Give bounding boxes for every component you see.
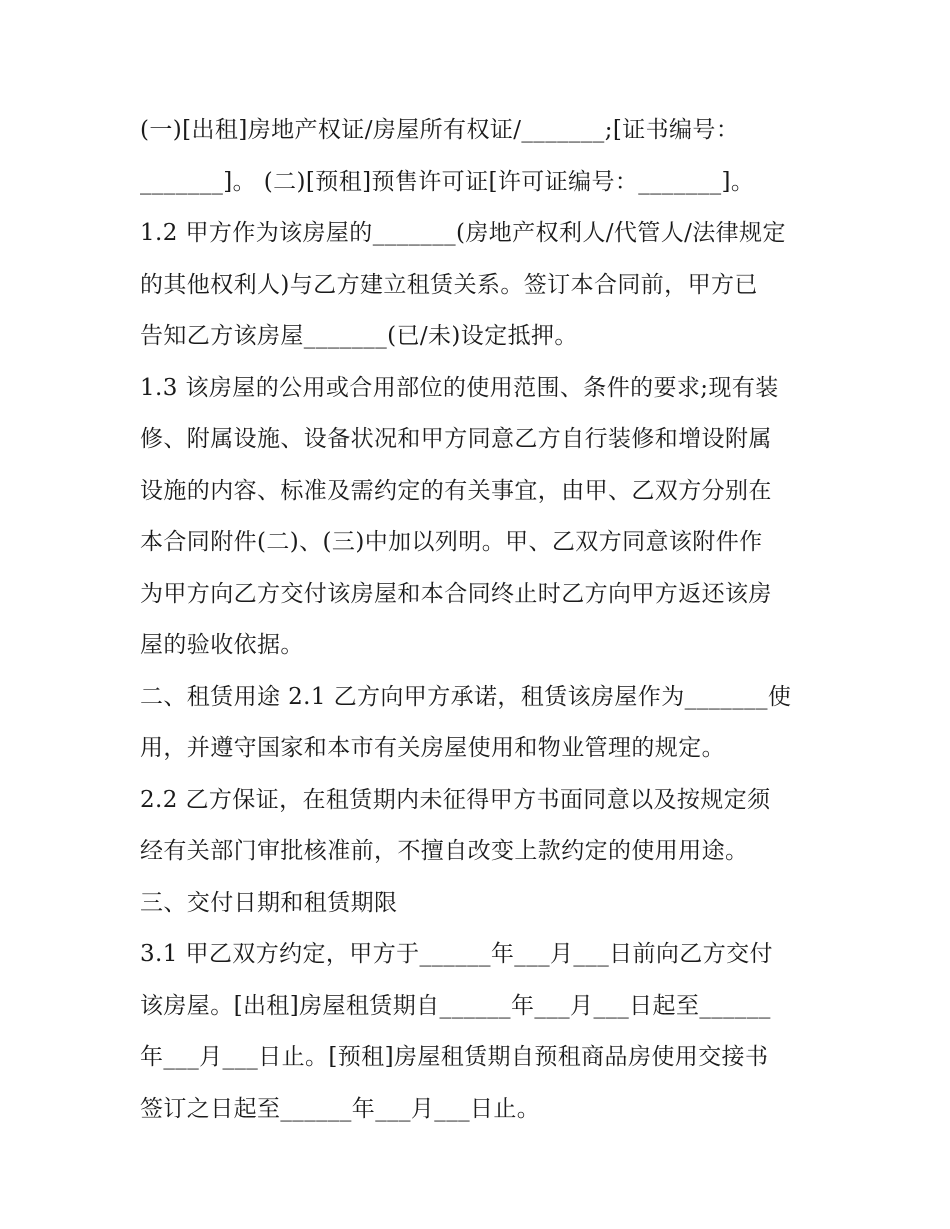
text-line-1: (一)[出租]房地产权证/房屋所有权证/_______;[证书编号： — [140, 117, 740, 143]
text-line-3: 1.2 甲方作为该房屋的_______(房地产权利人/代管人/法律规定 — [140, 220, 786, 246]
text-line-2: _______]。 (二)[预租]预售许可证[许可证编号：_______]。 — [140, 168, 755, 195]
text-line-10: 为甲方向乙方交付该房屋和本合同终止时乙方向甲方返还该房 — [140, 580, 772, 607]
text-line-13: 用，并遵守国家和本市有关房屋使用和物业管理的规定。 — [140, 735, 725, 761]
text-line-19: 年___月___日止。[预租]房屋租赁期自预租商品房使用交接书 — [140, 1044, 769, 1070]
text-line-5: 告知乙方该房屋_______(已/未)设定抵押。 — [140, 323, 578, 349]
text-line-14: 2.2 乙方保证，在租赁期内未征得甲方书面同意以及按规定须 — [140, 786, 771, 813]
document-body — [140, 105, 820, 1135]
text-line-6: 1.3 该房屋的公用或合用部位的使用范围、条件的要求;现有装 — [140, 374, 779, 401]
text-line-16: 三、交付日期和租赁期限 — [140, 889, 398, 916]
text-line-12: 二、租赁用途 2.1 乙方向甲方承诺，租赁该房屋作为_______使 — [140, 683, 792, 710]
text-line-15: 经有关部门审批核准前，不擅自改变上款约定的使用用途。 — [140, 838, 749, 864]
text-line-9: 本合同附件(二)、(三)中加以列明。甲、乙双方同意该附件作 — [140, 529, 763, 555]
text-line-7: 修、附属设施、设备状况和甲方同意乙方自行装修和增设附属 — [140, 426, 772, 452]
text-line-17: 3.1 甲乙双方约定，甲方于______年___月___日前向乙方交付 — [140, 941, 773, 967]
text-line-4: 的其他权利人)与乙方建立租赁关系。签订本合同前，甲方已 — [140, 271, 758, 298]
text-line-18: 该房屋。[出租]房屋租赁期自______年___月___日起至______ — [140, 992, 771, 1019]
text-line-8: 设施的内容、标准及需约定的有关事宜，由甲、乙双方分别在 — [140, 477, 772, 504]
text-line-11: 屋的验收依据。 — [140, 632, 304, 658]
text-line-20: 签订之日起至______年___月___日止。 — [140, 1095, 541, 1122]
